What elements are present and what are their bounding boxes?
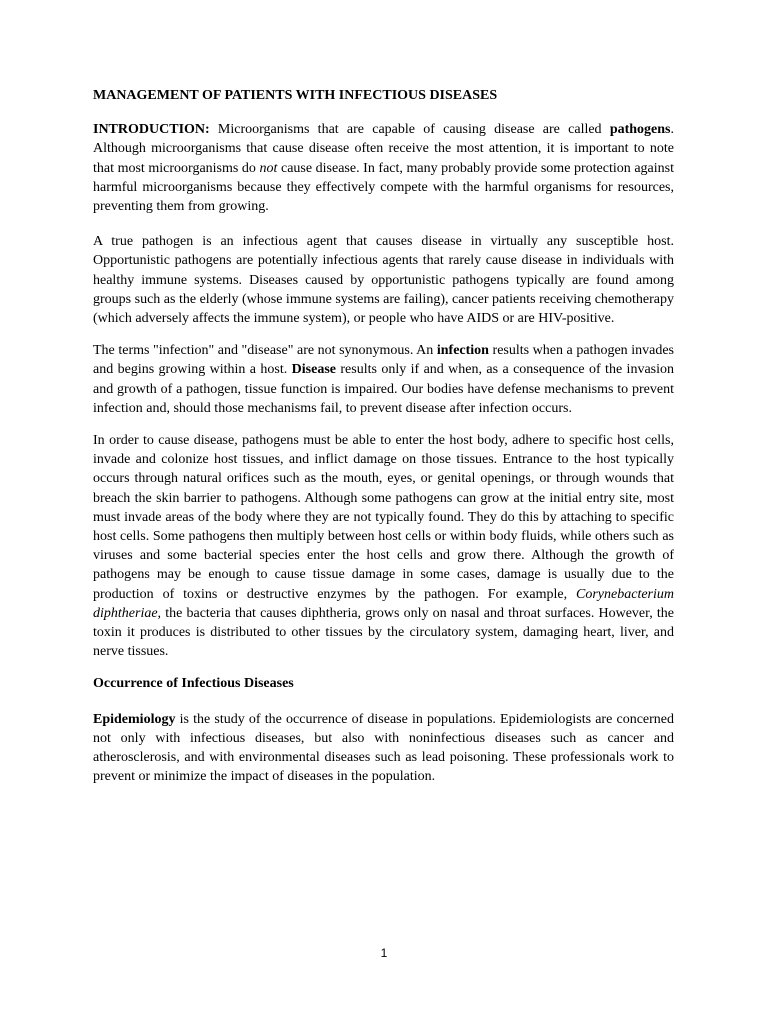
para4-text-1: In order to cause disease, pathogens must be able to enter the host body, adhere to specific host cells, invade and colonize host tissues, and inflict damage on those tissues. Entrance to the host typically occurs through natural orifices such as the mouth, eyes, or genital openings, or through wounds that breach the skin barrier to pathogens. Although some pathogens can grow at the initial entry site, most must invade areas of the body where they are not typically found. They do this by attaching to specific host cells. Some pathogens then multiply between host cells or within body fluids, while others such as viruses and some bacterial species enter the host cells and grow there. Although the growth of pathogens may be enough to cause tissue damage in some cases, damage is usually due to the production of toxins or destructive enzymes by the pathogen. For example, (93, 433, 674, 602)
intro-label: INTRODUCTION: (93, 122, 210, 138)
term-pathogens: pathogens (609, 122, 671, 138)
document-body (93, 86, 674, 800)
epidemiology-paragraph (93, 710, 674, 787)
section-heading: Occurrence of Infectious Diseases (93, 676, 294, 692)
para3-text-3: results only if and when, as a consequence of the invasion and growth of a pathogen, tissue function is impaired. Our bodies have defense mechanisms to prevent infection and, should those mechanisms fail, to prevent disease after infection occurs. (93, 362, 674, 416)
intro-text-2: . Although microorganisms that cause disease often receive the most attention, it is important to note that most microorganisms do (93, 122, 674, 176)
term-epidemiology: Epidemiology (93, 711, 176, 727)
para3-text-1: The terms "infection" and "disease" are not synonymous. An (93, 343, 437, 359)
page-number: 1 (380, 946, 388, 960)
intro-text-1: Microorganisms that are capable of causing disease are called (209, 122, 610, 138)
species-name: Corynebacterium diphtheriae (93, 586, 674, 621)
infection-disease-paragraph (93, 341, 674, 418)
term-infection: infection (436, 343, 489, 359)
para5-text-1: is the study of the occurrence of disease in populations. Epidemiologists are concerned not only with infectious diseases, but also with noninfectious diseases such as cancer and atherosclerosis, and with environmental diseases such as lead poisoning. These professionals work to prevent or minimize the impact of diseases in the population. (93, 711, 674, 785)
para3-text-2: results when a pathogen invades and begins growing within a host. (93, 343, 674, 378)
intro-text-3: cause disease. In fact, many probably provide some protection against harmful microorganisms because they effectively compete with the harmful organisms for resources, preventing them from growing. (93, 160, 674, 215)
para4-text-2: , the bacteria that causes diphtheria, grows only on nasal and throat surfaces. However, the toxin it produces is distributed to other tissues by the circulatory system, damaging heart, liver, and nerve tissues. (93, 605, 674, 660)
term-disease: Disease (291, 362, 336, 378)
pathogen-paragraph: A true pathogen is an infectious agent that causes disease in virtually any susceptible host. Opportunistic pathogens are potentially infectious agents that rarely cause disease in individuals with healthy immune systems. Diseases caused by opportunistic pathogens typically are found among groups such as the elderly (whose immune systems are failing), cancer patients receiving chemotherapy (which adversely affects the immune system), or people who have AIDS or are HIV-positive. (93, 234, 674, 327)
document-title: MANAGEMENT OF PATIENTS WITH INFECTIOUS DISEASES (93, 88, 498, 103)
intro-paragraph (93, 120, 674, 216)
disease-mechanism-paragraph (93, 431, 674, 661)
emphasis-not: not (259, 160, 278, 176)
